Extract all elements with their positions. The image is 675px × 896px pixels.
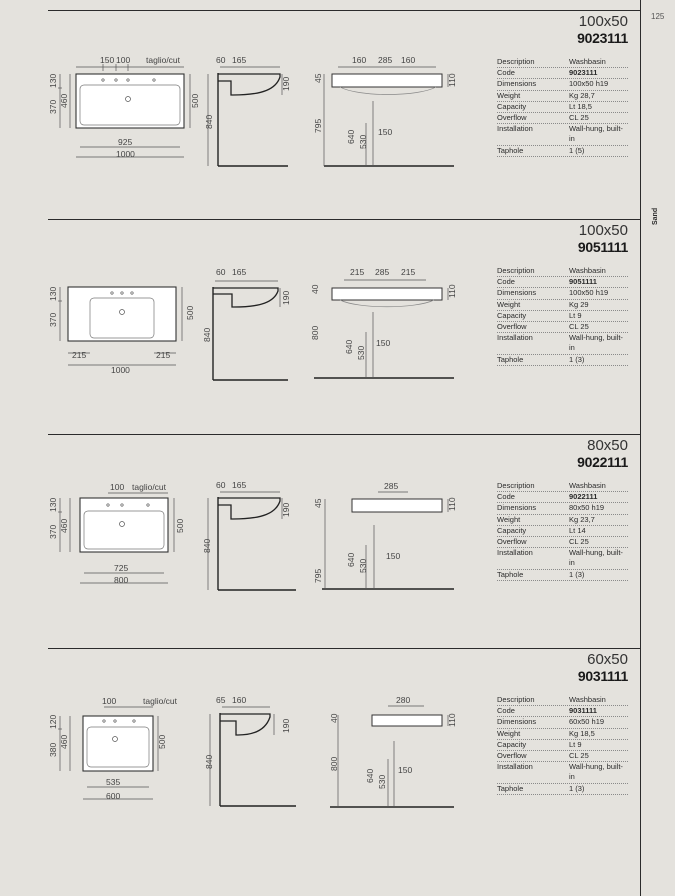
spec-value: Kg 29 xyxy=(569,299,589,309)
dim-label: 370 xyxy=(48,99,58,114)
dim-label: 460 xyxy=(59,93,69,108)
spec-label: Taphole xyxy=(497,145,524,155)
spec-row xyxy=(497,102,628,113)
dim-label: 215 xyxy=(350,267,365,277)
dim-label: 165 xyxy=(232,55,247,65)
spec-row xyxy=(497,537,628,548)
dim-label: 60 xyxy=(216,480,226,490)
spec-label: Taphole xyxy=(497,569,524,579)
dim-label: 100 xyxy=(110,482,125,492)
spec-value: 100x50 h19 xyxy=(569,288,609,298)
dim-label: 150 xyxy=(100,55,115,65)
finish-label: Sand xyxy=(652,207,659,225)
spec-row xyxy=(497,311,628,322)
dim-label: 215 xyxy=(72,350,87,360)
spec-row xyxy=(497,762,628,783)
dim-label: 130 xyxy=(48,286,58,301)
dim-label: 110 xyxy=(447,713,457,727)
dim-label: 40 xyxy=(329,713,339,723)
dim-label: 285 xyxy=(384,481,399,491)
dim-label: 500 xyxy=(190,93,200,108)
dim-label: 530 xyxy=(358,558,368,573)
spec-row xyxy=(497,717,628,728)
spec-value: Washbasin xyxy=(569,481,606,490)
dim-label: 190 xyxy=(281,290,291,305)
dim-label: 215 xyxy=(401,267,416,277)
spec-value: Lt 14 xyxy=(569,525,586,535)
spec-label: Capacity xyxy=(497,310,527,320)
spec-row xyxy=(497,526,628,537)
spec-label: Dimensions xyxy=(497,288,537,298)
spec-value: Wall-hung, built-in xyxy=(569,124,623,144)
spec-row xyxy=(497,266,628,277)
spec-table xyxy=(497,695,628,795)
dim-label: 100 xyxy=(116,55,131,65)
spec-label: Weight xyxy=(497,90,521,100)
dim-label: 800 xyxy=(329,756,339,771)
dim-label: 160 xyxy=(401,55,416,65)
product-size: 80x50 xyxy=(587,437,628,454)
spec-label: Code xyxy=(497,492,515,502)
spec-row xyxy=(497,481,628,492)
spec-row xyxy=(497,124,628,145)
product-size: 100x50 xyxy=(578,222,628,239)
spec-row xyxy=(497,784,628,795)
dim-label: 190 xyxy=(281,502,291,517)
cut-label: taglio/cut xyxy=(146,55,181,65)
spec-label: Overflow xyxy=(497,751,527,761)
cut-label: taglio/cut xyxy=(143,696,178,706)
spec-value: Washbasin xyxy=(569,695,606,704)
product-code: 9051111 xyxy=(577,239,628,255)
dim-label: 800 xyxy=(310,325,320,340)
spec-row xyxy=(497,68,628,79)
dim-label: 640 xyxy=(346,552,356,567)
product-section-4 xyxy=(48,648,640,864)
dim-label: 40 xyxy=(310,284,320,294)
spec-value: 9031111 xyxy=(569,706,597,716)
dim-label: 795 xyxy=(313,568,323,583)
spec-label: Capacity xyxy=(497,525,527,535)
spec-label: Description xyxy=(497,57,535,66)
spec-label: Taphole xyxy=(497,354,524,364)
spec-label: Description xyxy=(497,481,535,490)
spec-table xyxy=(497,481,628,581)
spec-label: Weight xyxy=(497,299,521,309)
dim-label: 110 xyxy=(447,284,457,298)
spec-label: Description xyxy=(497,266,535,275)
spec-value: 1 (3) xyxy=(569,569,585,579)
dim-label: 640 xyxy=(346,129,356,144)
dim-label: 130 xyxy=(48,73,58,88)
product-section-3 xyxy=(48,434,640,650)
dim-label: 370 xyxy=(48,312,58,327)
spec-label: Installation xyxy=(497,333,533,343)
dim-label: 150 xyxy=(386,551,401,561)
spec-value: Wall-hung, built-in xyxy=(569,548,623,568)
dim-label: 120 xyxy=(48,714,58,729)
product-code: 9031111 xyxy=(577,668,628,684)
dim-label: 460 xyxy=(59,734,69,749)
product-code: 9023111 xyxy=(577,30,628,46)
dim-label: 380 xyxy=(48,742,58,757)
spec-label: Overflow xyxy=(497,537,527,547)
dim-label: 60 xyxy=(216,267,226,277)
spec-value: Lt 9 xyxy=(569,310,582,320)
dim-label: 160 xyxy=(352,55,367,65)
dim-label: 150 xyxy=(378,127,393,137)
spec-row xyxy=(497,751,628,762)
dim-label: 165 xyxy=(232,267,247,277)
dim-label: 150 xyxy=(398,765,413,775)
spec-row xyxy=(497,57,628,68)
dim-label: 925 xyxy=(118,137,133,147)
product-section-1 xyxy=(48,10,640,226)
spec-value: Lt 9 xyxy=(569,739,582,749)
dim-label: 165 xyxy=(232,480,247,490)
dim-label: 535 xyxy=(106,777,121,787)
spec-row xyxy=(497,333,628,354)
spec-value: CL 25 xyxy=(569,322,589,332)
page-divider-line xyxy=(640,0,641,896)
spec-value: Washbasin xyxy=(569,266,606,275)
spec-value: 9022111 xyxy=(569,492,598,502)
dim-label: 460 xyxy=(59,518,69,533)
dim-label: 215 xyxy=(156,350,171,360)
spec-value: 9051111 xyxy=(569,277,597,287)
spec-label: Installation xyxy=(497,762,533,772)
spec-label: Code xyxy=(497,277,515,287)
product-section-2 xyxy=(48,219,640,435)
dim-label: 60 xyxy=(216,55,226,65)
spec-label: Overflow xyxy=(497,322,527,332)
dim-label: 130 xyxy=(48,497,58,512)
spec-label: Overflow xyxy=(497,113,527,123)
spec-row xyxy=(497,146,628,157)
spec-value: 1 (5) xyxy=(569,145,585,155)
spec-label: Installation xyxy=(497,124,533,134)
spec-row xyxy=(497,79,628,90)
spec-label: Capacity xyxy=(497,739,527,749)
spec-row xyxy=(497,322,628,333)
product-size: 100x50 xyxy=(578,13,628,30)
spec-row xyxy=(497,515,628,526)
product-size: 60x50 xyxy=(587,651,628,668)
spec-value: 9023111 xyxy=(569,68,598,78)
spec-row xyxy=(497,355,628,366)
spec-label: Taphole xyxy=(497,783,524,793)
spec-row xyxy=(497,706,628,717)
dim-label: 285 xyxy=(378,55,393,65)
cut-label: taglio/cut xyxy=(132,482,167,492)
dim-label: 500 xyxy=(175,518,185,533)
page-number: 125 xyxy=(651,12,665,21)
spec-label: Dimensions xyxy=(497,79,537,89)
dim-label: 65 xyxy=(216,695,226,705)
dim-label: 840 xyxy=(202,538,212,553)
spec-value: Wall-hung, built-in xyxy=(569,333,623,353)
dim-label: 1000 xyxy=(111,365,130,375)
spec-value: Lt 18,5 xyxy=(569,101,592,111)
spec-label: Weight xyxy=(497,514,521,524)
dim-label: 500 xyxy=(157,734,167,749)
spec-label: Dimensions xyxy=(497,717,537,727)
spec-row xyxy=(497,548,628,569)
dim-label: 530 xyxy=(358,134,368,149)
dim-label: 600 xyxy=(106,791,121,801)
dim-label: 840 xyxy=(204,114,214,129)
dim-label: 190 xyxy=(281,718,291,733)
dim-label: 530 xyxy=(377,774,387,789)
spec-label: Description xyxy=(497,695,535,704)
dim-label: 840 xyxy=(202,327,212,342)
spec-value: 100x50 h19 xyxy=(569,79,609,89)
spec-row xyxy=(497,740,628,751)
product-code: 9022111 xyxy=(577,454,628,470)
dim-label: 45 xyxy=(313,73,323,83)
spec-row xyxy=(497,91,628,102)
spec-label: Code xyxy=(497,68,515,78)
spec-label: Installation xyxy=(497,548,533,558)
dim-label: 370 xyxy=(48,524,58,539)
spec-row xyxy=(497,492,628,503)
dim-label: 530 xyxy=(356,345,366,360)
spec-row xyxy=(497,113,628,124)
spec-value: Kg 23,7 xyxy=(569,514,595,524)
dim-label: 640 xyxy=(344,339,354,354)
spec-value: CL 25 xyxy=(569,751,589,761)
spec-value: 1 (3) xyxy=(569,354,585,364)
spec-table xyxy=(497,266,628,366)
spec-row xyxy=(497,300,628,311)
spec-label: Dimensions xyxy=(497,503,537,513)
spec-row xyxy=(497,729,628,740)
spec-value: Kg 28,7 xyxy=(569,90,595,100)
spec-label: Code xyxy=(497,706,515,716)
spec-value: 1 (3) xyxy=(569,783,585,793)
dim-label: 110 xyxy=(447,497,457,511)
spec-value: CL 25 xyxy=(569,537,589,547)
dim-label: 160 xyxy=(232,695,247,705)
dim-label: 725 xyxy=(114,563,129,573)
spec-row xyxy=(497,570,628,581)
dim-label: 800 xyxy=(114,575,129,585)
spec-value: Wall-hung, built-in xyxy=(569,762,623,782)
spec-value: 80x50 h19 xyxy=(569,503,605,513)
spec-row xyxy=(497,288,628,299)
spec-value: Washbasin xyxy=(569,57,606,66)
dim-label: 500 xyxy=(185,305,195,320)
spec-table xyxy=(497,57,628,157)
dim-label: 640 xyxy=(365,768,375,783)
dim-label: 280 xyxy=(396,695,411,705)
spec-row xyxy=(497,277,628,288)
dim-label: 100 xyxy=(102,696,117,706)
spec-value: CL 25 xyxy=(569,113,589,123)
dim-label: 795 xyxy=(313,118,323,133)
spec-value: Kg 18,5 xyxy=(569,728,595,738)
spec-label: Capacity xyxy=(497,101,527,111)
dim-label: 190 xyxy=(281,76,291,91)
dim-label: 110 xyxy=(447,73,457,87)
spec-label: Weight xyxy=(497,728,521,738)
dim-label: 840 xyxy=(204,754,214,769)
dim-label: 1000 xyxy=(116,149,135,159)
dim-label: 45 xyxy=(313,498,323,508)
dim-label: 285 xyxy=(375,267,390,277)
spec-row xyxy=(497,695,628,706)
spec-row xyxy=(497,503,628,514)
dim-label: 150 xyxy=(376,338,391,348)
spec-value: 60x50 h19 xyxy=(569,717,605,727)
